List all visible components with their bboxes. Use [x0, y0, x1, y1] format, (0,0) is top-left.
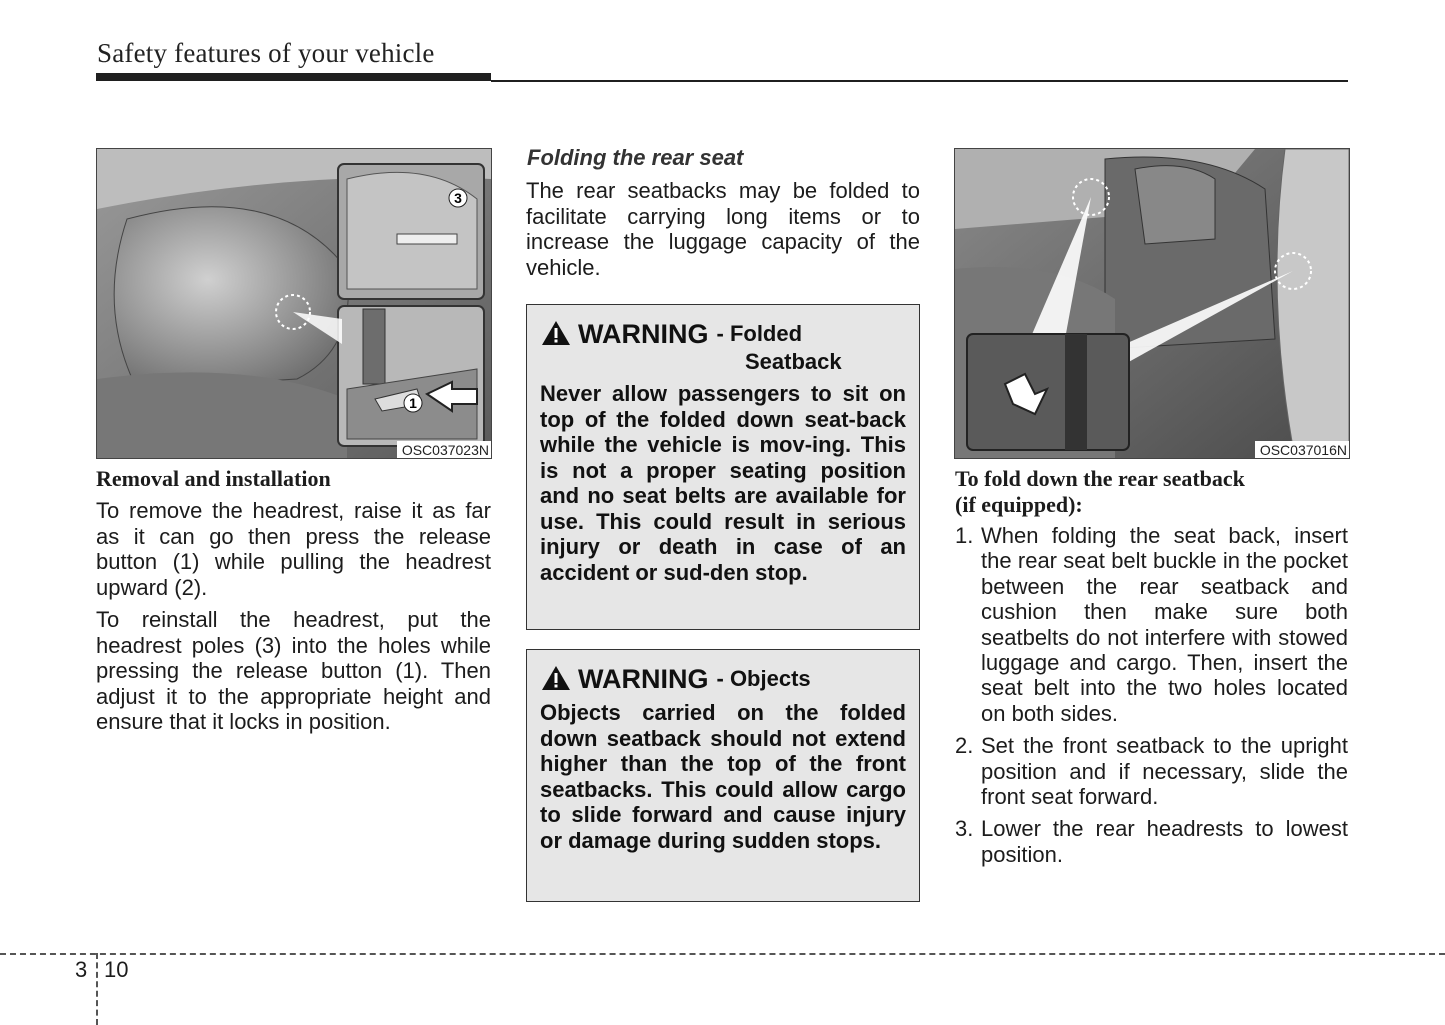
list-item: [955, 816, 1348, 867]
page-number: 10: [104, 957, 129, 982]
footer-rule: [0, 953, 1445, 955]
list-item: [955, 523, 1348, 726]
warning-body: Objects carried on the folded down seatback should not extend higher than the top of the front seatbacks. This could allow cargo to slide forward and cause injury or damage during sudden stops.: [540, 700, 906, 853]
warning-box-folded-seatback: [526, 304, 920, 630]
headrest-figure: [96, 148, 492, 459]
removal-subhead: Removal and installation: [96, 466, 331, 491]
list-item: [955, 733, 1348, 809]
warning-body: Never allow passengers to sit on top of the folded down seat-back while the vehicle is mov-ing. This is not a proper seating position and no seat belts are available for use. This could result in serious injury or death in case of an accident or sud-den stop.: [540, 381, 906, 585]
callout-1-label: 1: [409, 395, 417, 411]
header-rule-thin: [491, 80, 1348, 82]
step-text: When folding the seat back, insert the rear seat belt buckle in the pocket between the rear seatback and cushion then make sure both seatbelts do not interfere with stowed luggage and cargo. Then, insert the seat belt into the two holes located on both sides.: [981, 523, 1348, 726]
chapter-number: 3: [75, 957, 88, 982]
fold-subhead-line1: To fold down the rear seatback: [955, 466, 1245, 491]
step-number: 3.: [955, 816, 974, 842]
rear-seat-illustration: [955, 149, 1349, 458]
step-number: 2.: [955, 733, 974, 759]
warning-triangle-icon: [540, 664, 572, 692]
fold-subhead-line2: (if equipped):: [955, 492, 1083, 517]
figure-code: OSC037023N: [397, 441, 491, 458]
warning-label: WARNING: [578, 319, 709, 349]
step-number: 1.: [955, 523, 974, 548]
footer-divider: [96, 953, 98, 1025]
fold-steps-list: [955, 523, 1348, 874]
figure-code: OSC037016N: [1255, 441, 1349, 458]
fold-subhead: [955, 466, 1350, 518]
section-title: Folding the rear seat: [527, 145, 744, 170]
warning-triangle-icon: [540, 319, 572, 347]
header-rule-thick: [96, 73, 491, 81]
page-header-title: Safety features of your vehicle: [97, 38, 435, 68]
rear-seat-figure: [954, 148, 1350, 459]
headrest-illustration: [97, 149, 491, 458]
warning-box-objects: [526, 649, 920, 902]
step-text: Lower the rear headrests to lowest position.: [981, 816, 1348, 867]
removal-paragraph: To remove the headrest, raise it as far as it can go then press the release button (1) while pulling the headrest upward (2).: [96, 498, 491, 600]
folding-intro: The rear seatbacks may be folded to facilitate carrying long items or to increase the luggage capacity of the vehicle.: [526, 178, 920, 280]
warning-label: WARNING: [578, 664, 709, 694]
warning-topic: - Objects: [716, 666, 811, 691]
step-text: Set the front seatback to the upright position and if necessary, slide the front seat forward.: [981, 733, 1348, 810]
callout-3-label: 3: [454, 190, 462, 206]
warning-topic-line2: Seatback: [745, 349, 842, 374]
reinstall-paragraph: To reinstall the headrest, put the headrest poles (3) into the holes while pressing the release button (1). Then adjust it to the appropriate height and ensure that it locks in position.: [96, 607, 491, 734]
warning-topic: - Folded: [716, 321, 803, 346]
